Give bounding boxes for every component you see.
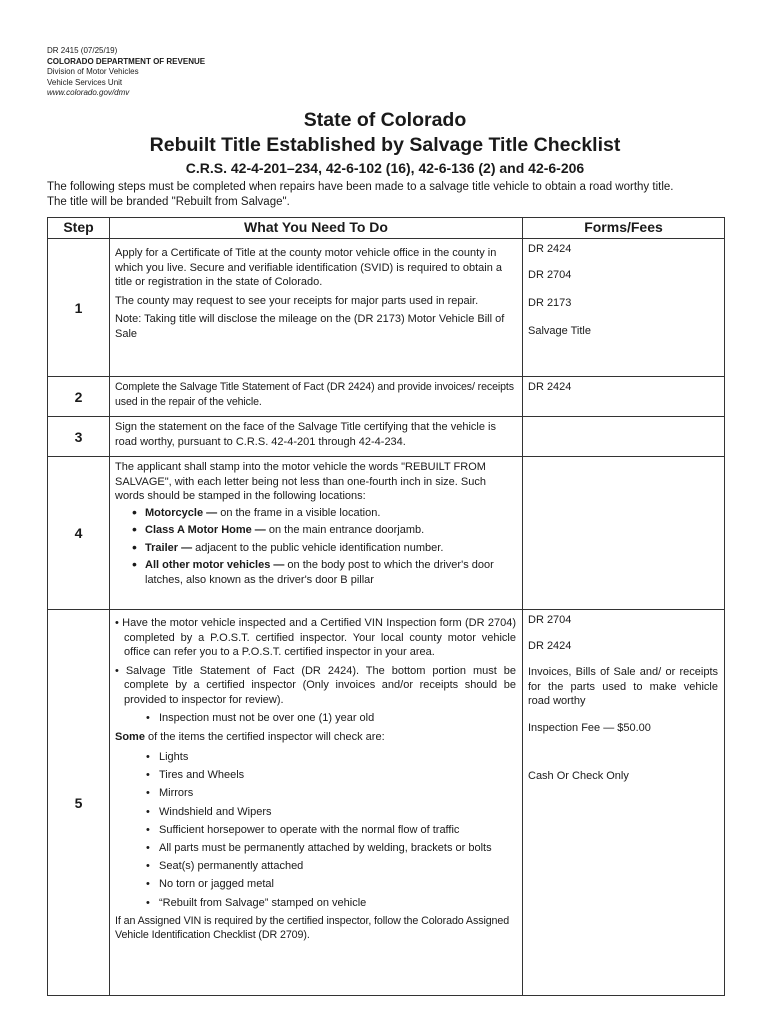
form-item: DR 2704 <box>528 268 572 281</box>
table-row-step-1 <box>48 239 725 377</box>
intro-line-1: The following steps must be completed when repairs have been made to a salvage title vehicle to obtain a road worthy title. <box>47 181 674 193</box>
page-title-state: State of Colorado <box>303 109 467 131</box>
inspection-fee: Inspection Fee — $50.00 <box>528 721 651 734</box>
step-number: 2 <box>48 377 110 417</box>
list-item: • Inspection must not be over one (1) year old <box>159 711 516 726</box>
step-forms <box>523 610 725 996</box>
header-what: What You Need To Do <box>110 218 523 239</box>
item-text: adjacent to the public vehicle identification number. <box>192 541 444 554</box>
division-name: Division of Motor Vehicles <box>47 67 139 77</box>
item-text: on the frame in a visible location. <box>217 506 381 519</box>
step-forms <box>523 377 725 417</box>
form-number: DR 2415 (07/25/19) <box>47 46 118 55</box>
list-item: • All parts must be permanently attached by welding, brackets or bolts <box>159 841 516 856</box>
list-item: • No torn or jagged metal <box>159 877 516 892</box>
list-item: • “Rebuilt from Salvage” stamped on vehicle <box>159 896 516 911</box>
check-items-bold: Some <box>115 730 145 743</box>
header-step: Step <box>48 218 110 239</box>
checklist-table <box>47 217 725 996</box>
step-instructions <box>110 610 523 996</box>
item-label: Trailer — <box>145 541 193 554</box>
table-row-step-2 <box>48 377 725 417</box>
item-label: Class A Motor Home — <box>145 524 266 536</box>
form-item: DR 2704 <box>528 614 572 626</box>
step-2-text: Complete the Salvage Title Statement of Fact (DR 2424) and provide invoices/ receipts used in the repair of the vehicle. <box>115 381 514 408</box>
intro-line-2: The title will be branded "Rebuilt from Salvage". <box>47 195 290 208</box>
check-items-intro <box>115 730 516 745</box>
form-item: DR 2173 <box>528 297 572 309</box>
step-instructions <box>110 377 523 417</box>
inspection-check-list <box>115 750 516 910</box>
item-label: Motorcycle — <box>145 506 218 519</box>
list-item <box>145 506 516 521</box>
list-item: • Windshield and Wipers <box>159 805 516 820</box>
step-number: 4 <box>48 457 110 610</box>
list-item: • Lights <box>159 750 516 765</box>
step-5-paragraph: • Have the motor vehicle inspected and a Certified VIN Inspection form (DR 2704) completed by a P.O.S.T. certified inspector. Your local county motor vehicle office can refer you to a P.O.S.T. certified inspector in your area. <box>115 617 516 658</box>
header-forms: Forms/Fees <box>523 218 725 239</box>
list-item: • Seat(s) permanently attached <box>159 859 516 874</box>
list-item <box>145 541 516 556</box>
step-4-intro: The applicant shall stamp into the motor vehicle the words "REBUILT FROM SALVAGE", with each letter being not less than one-fourth inch in size. Such words should be stamped in the following locations: <box>115 461 486 502</box>
list-item <box>145 558 516 587</box>
department-name: COLORADO DEPARTMENT OF REVENUE <box>47 56 206 66</box>
list-item <box>145 523 516 538</box>
step-1-note: Note: Taking title will disclose the mileage on the (DR 2173) Motor Vehicle Bill of Sale <box>115 313 505 340</box>
table-header-row <box>48 218 725 239</box>
stamp-location-list <box>115 506 516 588</box>
step-instructions <box>110 239 523 377</box>
step-forms <box>523 239 725 377</box>
statute-reference: C.R.S. 42-4-201–234, 42-6-102 (16), 42-6-136 (2) and 42-6-206 <box>185 160 585 176</box>
item-text: on the main entrance doorjamb. <box>265 524 425 536</box>
list-item: • Mirrors <box>159 786 516 801</box>
form-item: Salvage Title <box>528 324 591 337</box>
form-item: Invoices, Bills of Sale and/ or receipts for the parts used to make vehicle road worthy <box>528 666 718 707</box>
list-item: • Sufficient horsepower to operate with the normal flow of traffic <box>159 823 516 838</box>
check-items-rest: of the items the certified inspector will check are: <box>144 730 385 743</box>
step-instructions <box>110 457 523 610</box>
step-1-paragraph: Apply for a Certificate of Title at the county motor vehicle office in the county in which you live. Secure and verifiable identification (SVID) is required to obtain a title or registration in the state of Colorado. <box>115 247 503 288</box>
website-link[interactable]: www.colorado.gov/dmv <box>47 88 130 98</box>
step-3-text: Sign the statement on the face of the Salvage Title certifying that the vehicle is road worthy, pursuant to C.R.S. 42-4-201 through 42-4-234. <box>115 421 496 448</box>
list-item: • Tires and Wheels <box>159 768 516 783</box>
intro-text <box>47 180 737 209</box>
item-text: on the body post to which the driver's door latches, also known as the driver's door B pillar <box>145 559 494 586</box>
inspection-age-list <box>115 711 516 726</box>
form-item: DR 2424 <box>528 639 572 652</box>
item-label: All other motor vehicles — <box>145 559 285 571</box>
form-item: DR 2424 <box>528 381 572 393</box>
step-number: 1 <box>48 239 110 377</box>
unit-name: Vehicle Services Unit <box>47 77 123 87</box>
payment-method: Cash Or Check Only <box>528 770 629 782</box>
form-item: DR 2424 <box>528 243 572 255</box>
step-forms <box>523 417 725 457</box>
page-title: Rebuilt Title Established by Salvage Title Checklist <box>149 134 621 156</box>
step-number: 5 <box>48 610 110 996</box>
step-number: 3 <box>48 417 110 457</box>
step-instructions <box>110 417 523 457</box>
table-row-step-4 <box>48 457 725 610</box>
form-header <box>47 46 205 99</box>
step-5-closing: If an Assigned VIN is required by the certified inspector, follow the Colorado Assigned Vehicle Identification Checklist (DR 2709). <box>115 914 510 942</box>
step-1-paragraph: The county may request to see your receipts for major parts used in repair. <box>115 294 479 307</box>
step-5-paragraph: • Salvage Title Statement of Fact (DR 2424). The bottom portion must be complete by a certified inspector (Only invoices and/or receipts should be provided to inspector for review). <box>115 664 516 706</box>
table-row-step-3 <box>48 417 725 457</box>
table-row-step-5 <box>48 610 725 996</box>
step-forms <box>523 457 725 610</box>
